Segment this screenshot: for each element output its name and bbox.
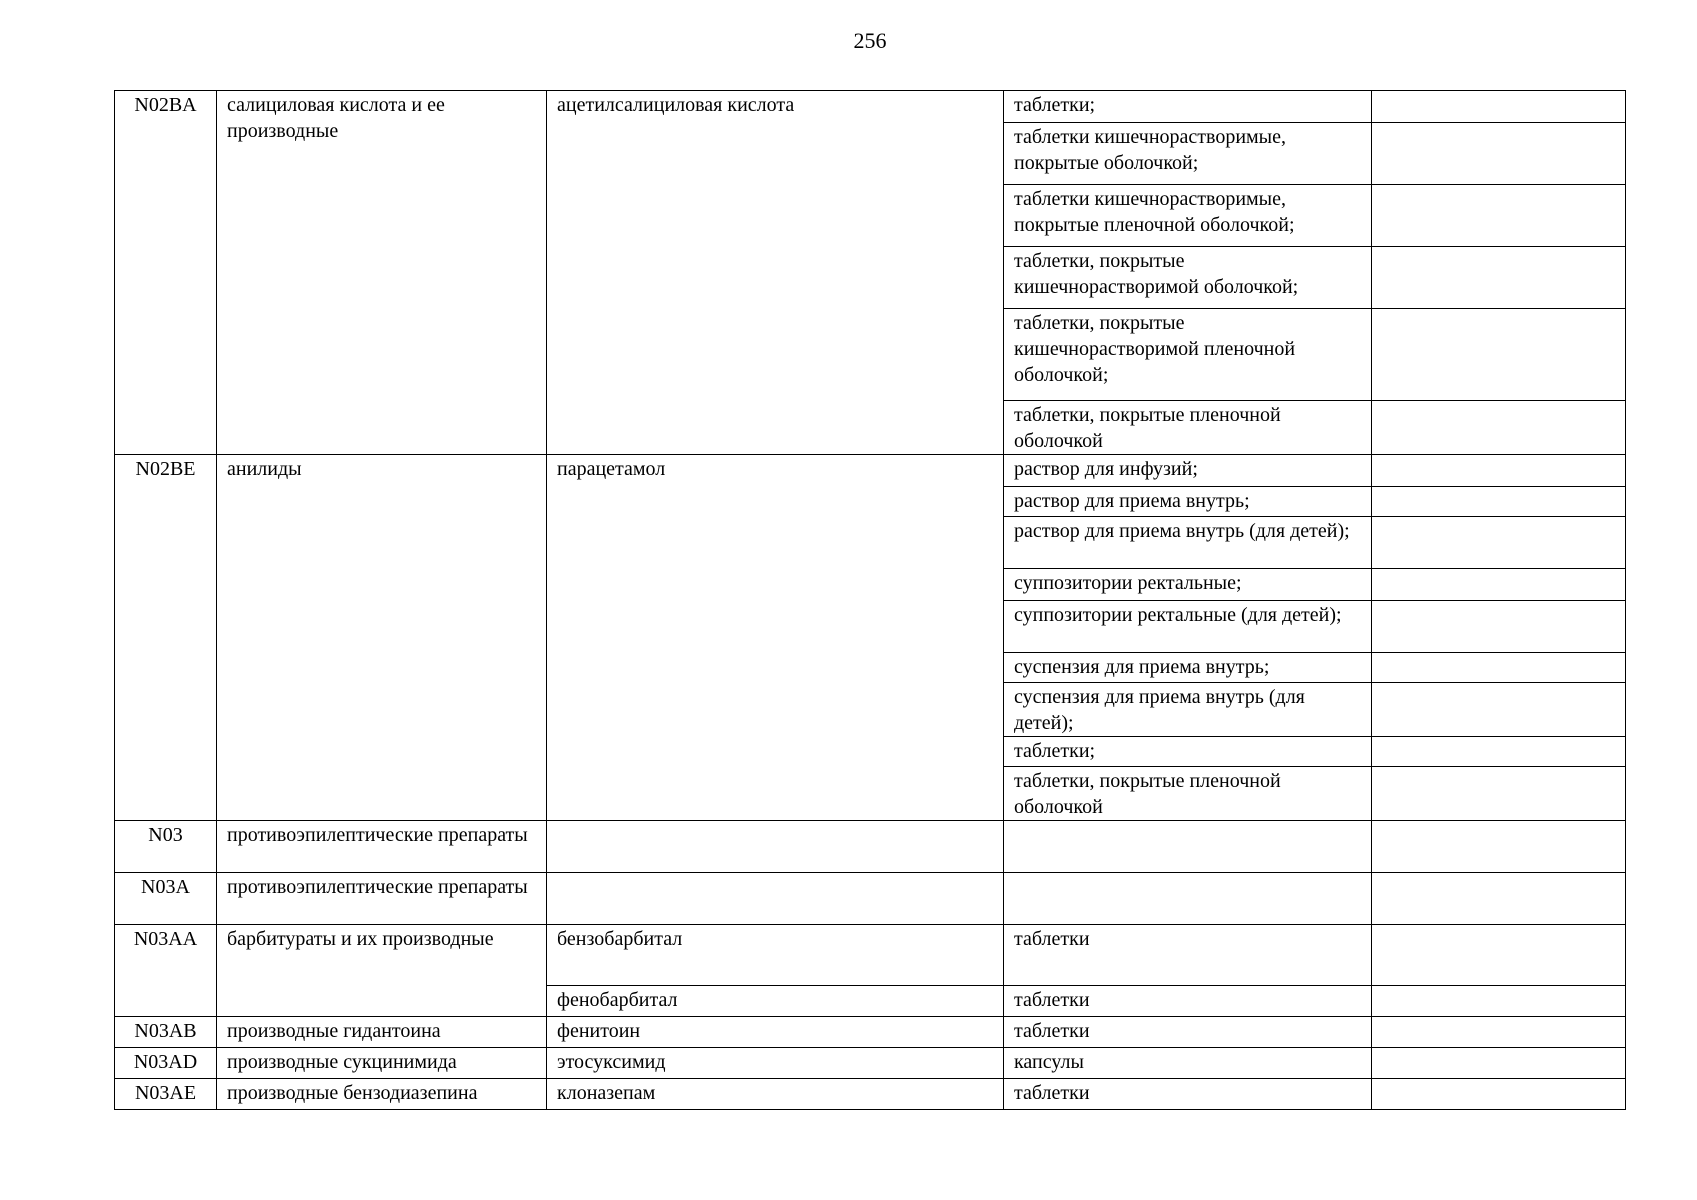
form-cell: суспензия для приема внутрь;: [1004, 653, 1372, 683]
atc-code-cell: N03: [115, 821, 217, 873]
page-number: 256: [853, 28, 887, 53]
empty-cell: [1372, 569, 1626, 601]
drug-cell: ацетилсалициловая кислота: [547, 91, 1004, 455]
empty-cell: [1372, 487, 1626, 517]
form-cell: раствор для инфузий;: [1004, 455, 1372, 487]
table-row: [115, 1079, 1626, 1110]
group-cell: салициловая кислота и ее производные: [217, 91, 547, 455]
group-cell: барбитураты и их производные: [217, 925, 547, 1017]
form-cell: таблетки кишечнорастворимые, покрытые пленочной оболочкой;: [1004, 185, 1372, 247]
drug-cell: [547, 821, 1004, 873]
atc-code-cell: N03AB: [115, 1017, 217, 1048]
group-cell: анилиды: [217, 455, 547, 821]
empty-cell: [1372, 91, 1626, 123]
table-row: [115, 1017, 1626, 1048]
empty-cell: [1372, 1048, 1626, 1079]
form-cell: таблетки;: [1004, 737, 1372, 767]
form-cell: суппозитории ректальные (для детей);: [1004, 601, 1372, 653]
empty-cell: [1372, 247, 1626, 309]
empty-cell: [1372, 1079, 1626, 1110]
empty-cell: [1372, 767, 1626, 821]
form-cell: раствор для приема внутрь (для детей);: [1004, 517, 1372, 569]
form-cell: суппозитории ректальные;: [1004, 569, 1372, 601]
form-cell: таблетки: [1004, 986, 1372, 1017]
empty-cell: [1372, 821, 1626, 873]
atc-code-cell: N03AE: [115, 1079, 217, 1110]
atc-code-cell: N03AA: [115, 925, 217, 1017]
form-cell: раствор для приема внутрь;: [1004, 487, 1372, 517]
atc-code-cell: N02BA: [115, 91, 217, 455]
group-cell: противоэпилептические препараты: [217, 873, 547, 925]
empty-cell: [1372, 986, 1626, 1017]
table-row: [115, 821, 1626, 873]
drug-cell: этосуксимид: [547, 1048, 1004, 1079]
drug-cell: парацетамол: [547, 455, 1004, 821]
atc-code-cell: N03AD: [115, 1048, 217, 1079]
form-cell: таблетки: [1004, 1017, 1372, 1048]
table-row: [115, 91, 1626, 123]
empty-cell: [1372, 309, 1626, 401]
table-row: [115, 925, 1626, 986]
drug-cell: клоназепам: [547, 1079, 1004, 1110]
empty-cell: [1372, 455, 1626, 487]
group-cell: противоэпилептические препараты: [217, 821, 547, 873]
empty-cell: [1372, 185, 1626, 247]
atc-code-cell: N03A: [115, 873, 217, 925]
empty-cell: [1372, 123, 1626, 185]
group-cell: производные сукцинимида: [217, 1048, 547, 1079]
empty-cell: [1372, 401, 1626, 455]
empty-cell: [1372, 601, 1626, 653]
form-cell: [1004, 821, 1372, 873]
drug-cell: бензобарбитал: [547, 925, 1004, 986]
empty-cell: [1372, 517, 1626, 569]
empty-cell: [1372, 683, 1626, 737]
form-cell: таблетки: [1004, 925, 1372, 986]
table-row: [115, 873, 1626, 925]
table-row: [115, 455, 1626, 487]
group-cell: производные гидантоина: [217, 1017, 547, 1048]
empty-cell: [1372, 737, 1626, 767]
form-cell: таблетки, покрытые кишечнорастворимой пленочной оболочкой;: [1004, 309, 1372, 401]
form-cell: таблетки, покрытые пленочной оболочкой: [1004, 767, 1372, 821]
form-cell: [1004, 873, 1372, 925]
drug-cell: фенобарбитал: [547, 986, 1004, 1017]
form-cell: суспензия для приема внутрь (для детей);: [1004, 683, 1372, 737]
table-row: [115, 1048, 1626, 1079]
drug-table: [114, 90, 1626, 1110]
drug-cell: [547, 873, 1004, 925]
empty-cell: [1372, 653, 1626, 683]
form-cell: таблетки, покрытые пленочной оболочкой: [1004, 401, 1372, 455]
form-cell: таблетки;: [1004, 91, 1372, 123]
form-cell: таблетки, покрытые кишечнорастворимой оболочкой;: [1004, 247, 1372, 309]
group-cell: производные бензодиазепина: [217, 1079, 547, 1110]
form-cell: капсулы: [1004, 1048, 1372, 1079]
empty-cell: [1372, 925, 1626, 986]
form-cell: таблетки кишечнорастворимые, покрытые оболочкой;: [1004, 123, 1372, 185]
drug-cell: фенитоин: [547, 1017, 1004, 1048]
form-cell: таблетки: [1004, 1079, 1372, 1110]
empty-cell: [1372, 1017, 1626, 1048]
atc-code-cell: N02BE: [115, 455, 217, 821]
empty-cell: [1372, 873, 1626, 925]
